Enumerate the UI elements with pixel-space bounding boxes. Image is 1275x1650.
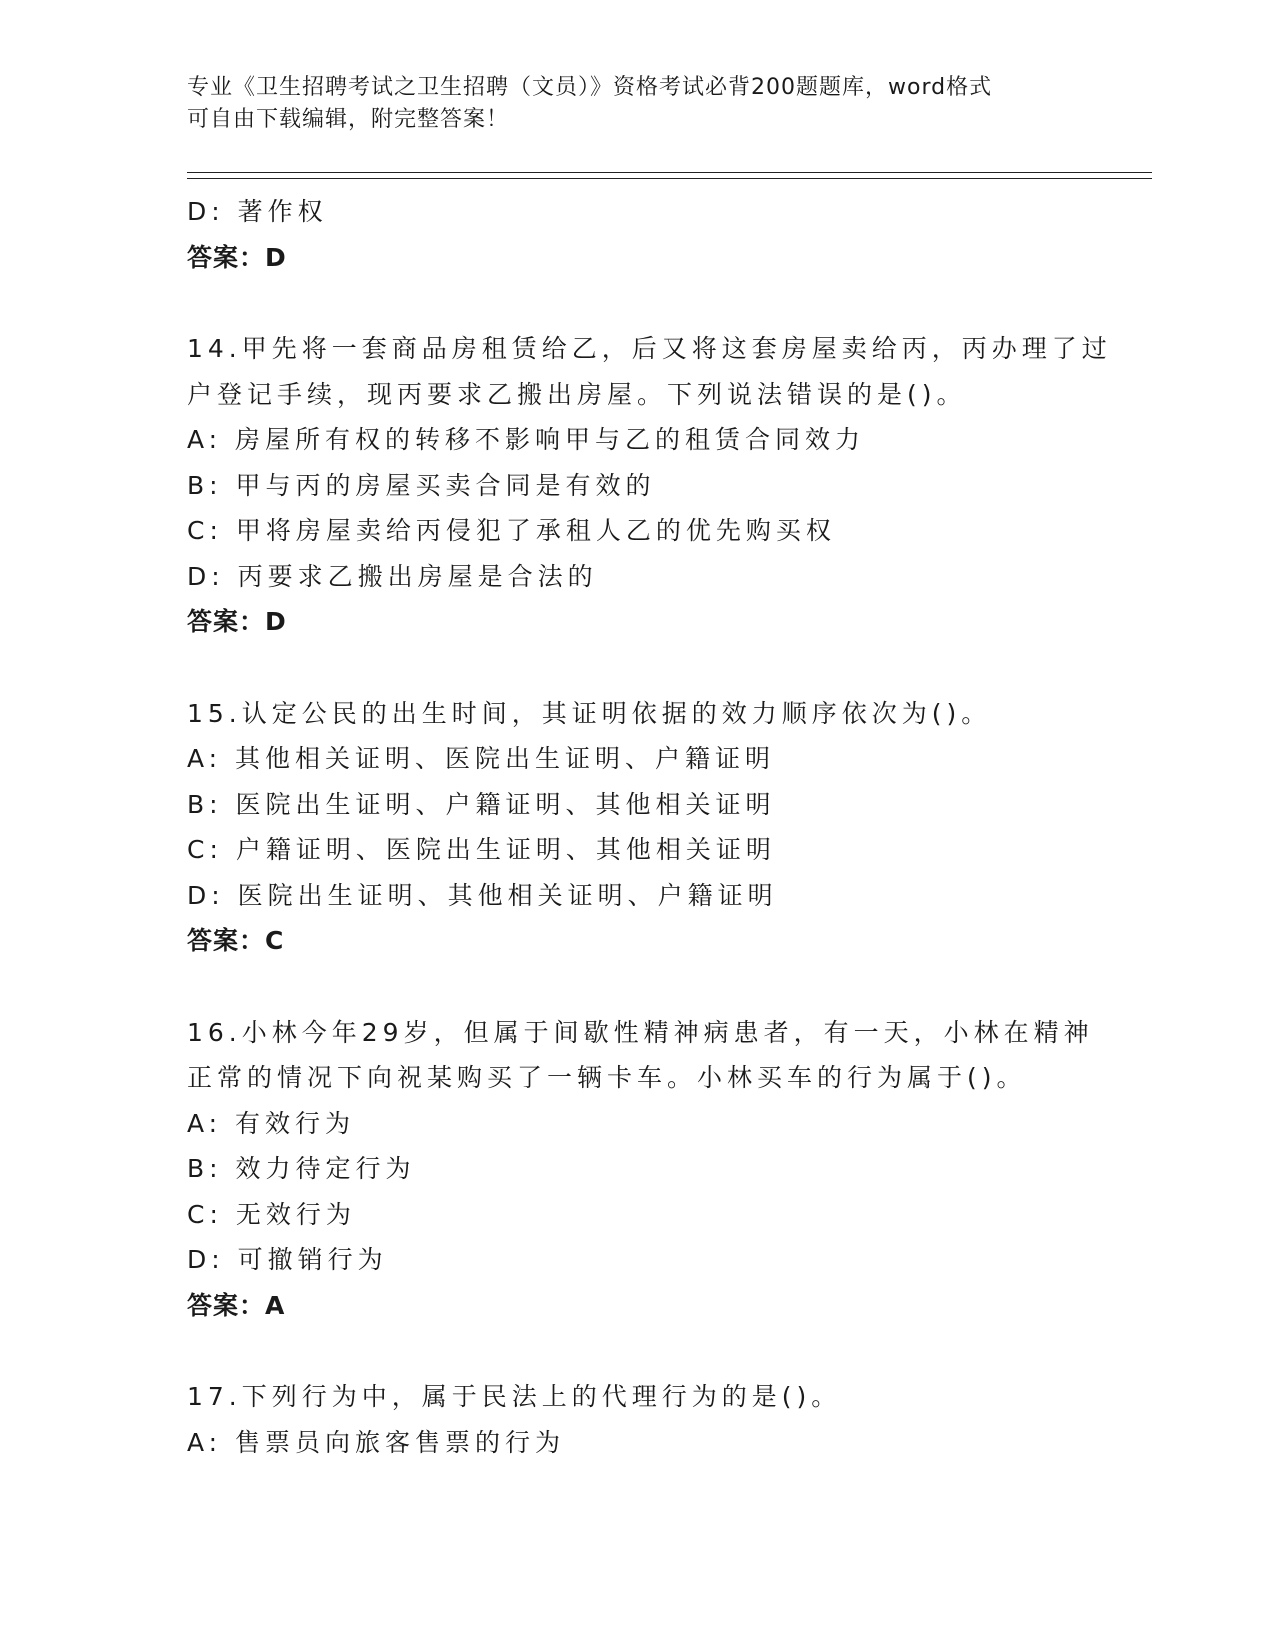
option-d: D: 医院出生证明、其他相关证明、户籍证明 bbox=[187, 880, 778, 910]
option-b: B: 效力待定行为 bbox=[187, 1154, 416, 1183]
previous-question-tail bbox=[187, 189, 1087, 280]
option-a: A: 有效行为 bbox=[187, 1108, 356, 1138]
question-stem: 户登记手续，现丙要求乙搬出房屋。下列说法错误的是()。 bbox=[187, 379, 967, 409]
header-line-2: 可自由下载编辑，附完整答案！ bbox=[187, 107, 510, 132]
question-15 bbox=[187, 691, 1087, 964]
question-list bbox=[187, 189, 1112, 1465]
question-14 bbox=[187, 326, 1112, 645]
header-rule-bottom bbox=[187, 178, 1152, 179]
question-17 bbox=[187, 1374, 1087, 1465]
page-header bbox=[187, 72, 1087, 136]
option-d: D: 丙要求乙搬出房屋是合法的 bbox=[187, 561, 598, 591]
answer: 答案：A bbox=[187, 1290, 286, 1320]
answer: 答案：D bbox=[187, 607, 287, 636]
option-a: A: 售票员向旅客售票的行为 bbox=[187, 1427, 566, 1457]
question-16 bbox=[187, 1010, 1094, 1329]
question-stem: 正常的情况下向祝某购买了一辆卡车。小林买车的行为属于()。 bbox=[187, 1063, 1027, 1092]
question-stem: 14.甲先将一套商品房租赁给乙，后又将这套房屋卖给丙，丙办理了过 bbox=[187, 334, 1112, 363]
option-a: A: 房屋所有权的转移不影响甲与乙的租赁合同效力 bbox=[187, 425, 866, 454]
question-stem: 16.小林今年29岁，但属于间歇性精神病患者，有一天，小林在精神 bbox=[187, 1017, 1094, 1047]
question-stem: 17.下列行为中，属于民法上的代理行为的是()。 bbox=[187, 1382, 842, 1411]
question-stem: 15.认定公民的出生时间，其证明依据的效力顺序依次为()。 bbox=[187, 698, 992, 728]
option-c: C: 无效行为 bbox=[187, 1199, 356, 1229]
option-c: C: 甲将房屋卖给丙侵犯了承租人乙的优先购买权 bbox=[187, 516, 836, 545]
option-d: D: 可撤销行为 bbox=[187, 1245, 388, 1274]
answer: 答案：C bbox=[187, 926, 285, 955]
option-d: D: 著作权 bbox=[187, 197, 328, 226]
answer: 答案：D bbox=[187, 242, 287, 272]
header-rule-top bbox=[187, 172, 1152, 173]
option-c: C: 户籍证明、医院出生证明、其他相关证明 bbox=[187, 835, 776, 864]
option-b: B: 医院出生证明、户籍证明、其他相关证明 bbox=[187, 789, 776, 819]
option-a: A: 其他相关证明、医院出生证明、户籍证明 bbox=[187, 744, 776, 773]
header-line-1: 专业《卫生招聘考试之卫生招聘（文员）》资格考试必背200题题库，word格式 bbox=[187, 75, 993, 100]
option-b: B: 甲与丙的房屋买卖合同是有效的 bbox=[187, 470, 656, 500]
